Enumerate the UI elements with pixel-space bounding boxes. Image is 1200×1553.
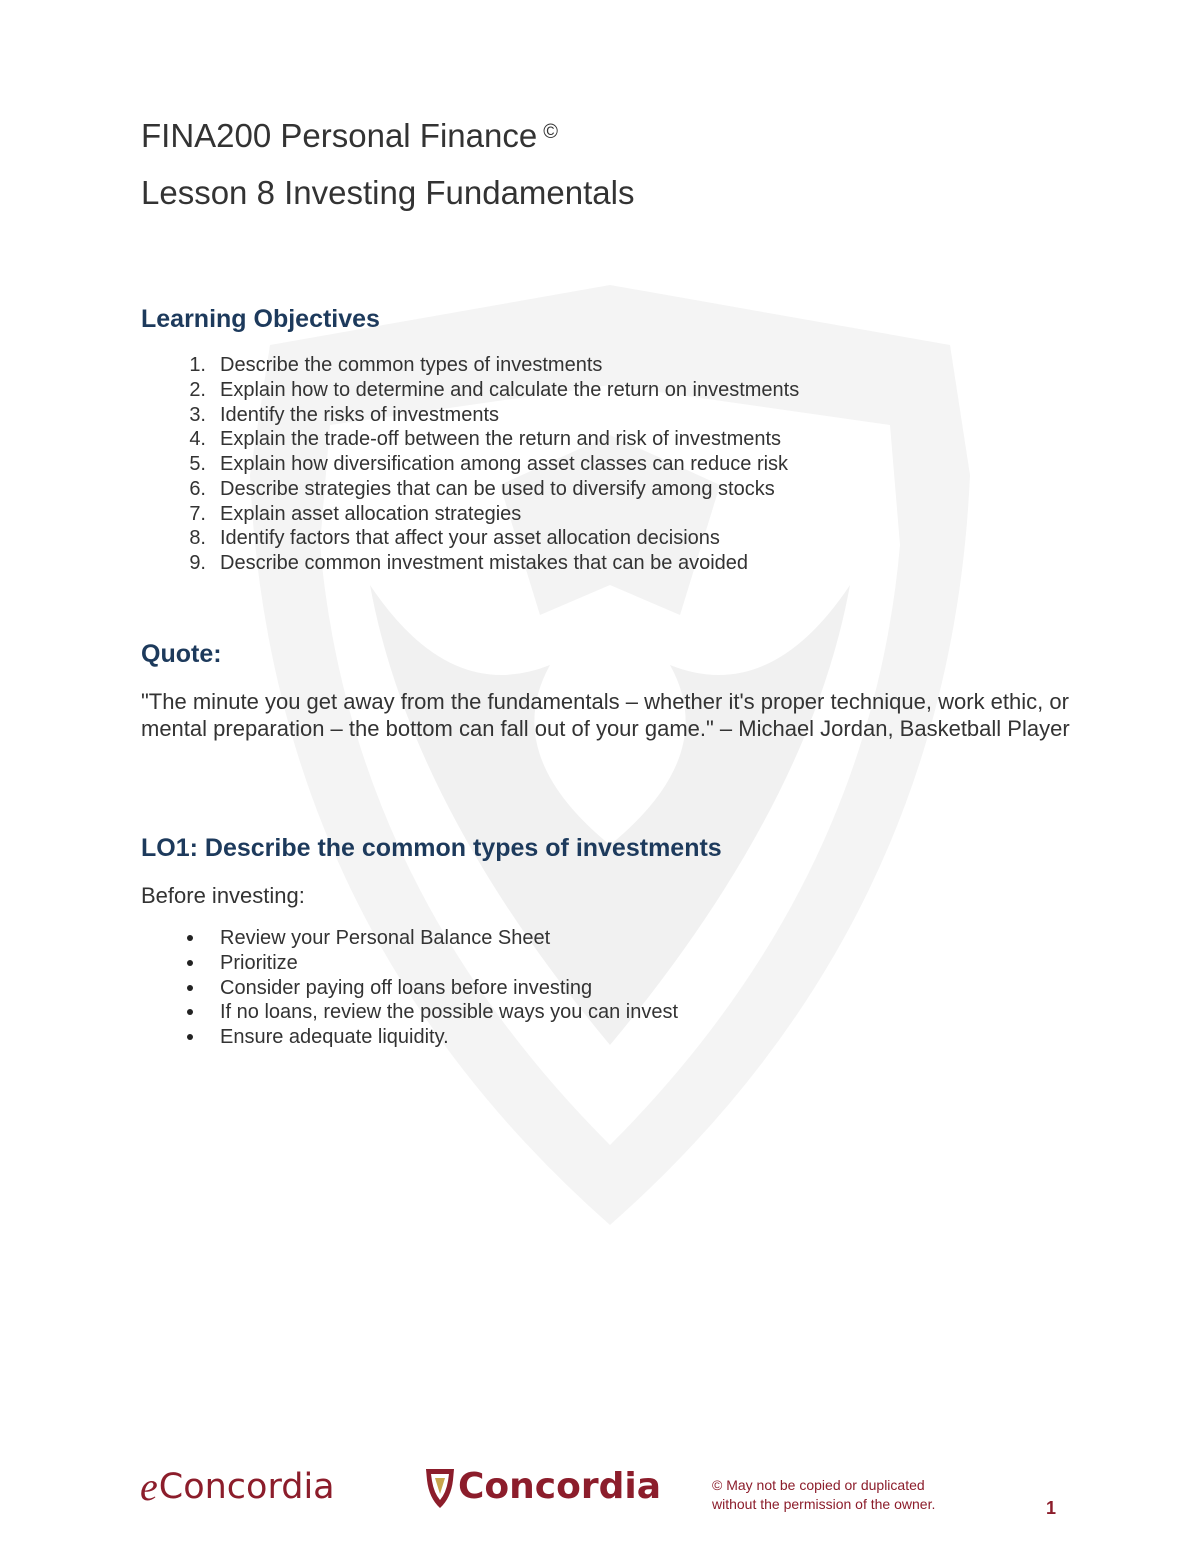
- copyright-notice: [712, 1476, 935, 1514]
- learning-objective-text: Identify the risks of investments: [220, 403, 500, 426]
- lo1-bullet-item: [141, 926, 678, 951]
- copyright-notice-line2: without the permission of the owner.: [712, 1496, 936, 1512]
- learning-objective-item: [141, 526, 799, 551]
- lo1-bullet-text: If no loans, review the possible ways you can invest: [220, 1001, 679, 1024]
- lo1-bullet-item: [141, 976, 678, 1001]
- bullet-dot-icon: [187, 960, 193, 966]
- learning-objective-text: Describe the common types of investments: [220, 354, 603, 376]
- concordia-shield-icon: [425, 1466, 455, 1510]
- lo1-intro: Before investing:: [141, 883, 305, 908]
- learning-objective-item: [141, 403, 799, 428]
- learning-objective-text: Describe common investment mistakes that can be avoided: [220, 552, 749, 574]
- learning-objective-number: 8.: [189, 527, 206, 550]
- econcordia-logo-word: Concordia: [158, 1467, 335, 1507]
- concordia-logo-word: Concordia: [458, 1466, 662, 1507]
- learning-objectives-list: [141, 353, 799, 576]
- learning-objective-number: 6.: [189, 477, 206, 500]
- learning-objective-number: 1.: [189, 354, 206, 376]
- learning-objective-number: 9.: [189, 552, 206, 574]
- learning-objective-number: 2.: [189, 378, 206, 401]
- quote-heading: Quote:: [141, 640, 222, 668]
- learning-objective-item: [141, 353, 799, 378]
- econcordia-logo: [140, 1462, 335, 1512]
- learning-objective-number: 4.: [189, 428, 206, 451]
- page-number: 1: [1046, 1498, 1057, 1518]
- learning-objective-text: Explain how diversification among asset classes can reduce risk: [220, 453, 789, 475]
- learning-objective-item: [141, 378, 799, 403]
- concordia-logo: [425, 1462, 661, 1512]
- lo1-heading: LO1: Describe the common types of investments: [141, 834, 722, 862]
- learning-objective-text: Explain asset allocation strategies: [220, 502, 522, 525]
- learning-objective-item: [141, 502, 799, 527]
- bullet-dot-icon: [187, 935, 193, 941]
- learning-objective-number: 5.: [189, 453, 206, 475]
- learning-objective-text: Identify factors that affect your asset allocation decisions: [220, 527, 720, 550]
- bullet-dot-icon: [187, 985, 193, 991]
- learning-objective-item: [141, 477, 799, 502]
- learning-objective-number: 3.: [189, 403, 206, 426]
- lo1-bullet-item: [141, 1000, 678, 1025]
- copyright-notice-line1: © May not be copied or duplicated: [712, 1477, 925, 1493]
- bullet-dot-icon: [187, 1034, 193, 1040]
- lo1-bullet-text: Review your Personal Balance Sheet: [220, 927, 551, 949]
- learning-objective-item: [141, 452, 799, 477]
- econcordia-logo-e: e: [140, 1464, 158, 1509]
- quote-text: "The minute you get away from the fundamentals – whether it's proper technique, work ethic, or mental preparation – the bottom can fall out of your game." – Michael Jordan, Basketball Player: [141, 689, 1070, 741]
- copyright-symbol: ©: [543, 121, 558, 143]
- bullet-dot-icon: [187, 1009, 193, 1015]
- learning-objective-number: 7.: [189, 502, 206, 525]
- learning-objective-item: [141, 551, 799, 576]
- learning-objectives-heading: Learning Objectives: [141, 305, 380, 333]
- lo1-bullet-list: [141, 926, 678, 1050]
- lo1-bullet-text: Ensure adequate liquidity.: [220, 1026, 449, 1048]
- learning-objective-item: [141, 427, 799, 452]
- lo1-bullet-text: Prioritize: [220, 951, 298, 974]
- lesson-title: Lesson 8 Investing Fundamentals: [141, 174, 635, 211]
- course-title: FINA200 Personal Finance ©: [141, 117, 558, 154]
- lo1-bullet-item: [141, 1025, 678, 1050]
- learning-objective-text: Explain how to determine and calculate the return on investments: [220, 378, 800, 401]
- learning-objective-text: Explain the trade-off between the return and risk of investments: [220, 428, 782, 451]
- lo1-bullet-item: [141, 951, 678, 976]
- lo1-bullet-text: Consider paying off loans before investing: [220, 976, 593, 999]
- learning-objective-text: Describe strategies that can be used to diversify among stocks: [220, 477, 775, 500]
